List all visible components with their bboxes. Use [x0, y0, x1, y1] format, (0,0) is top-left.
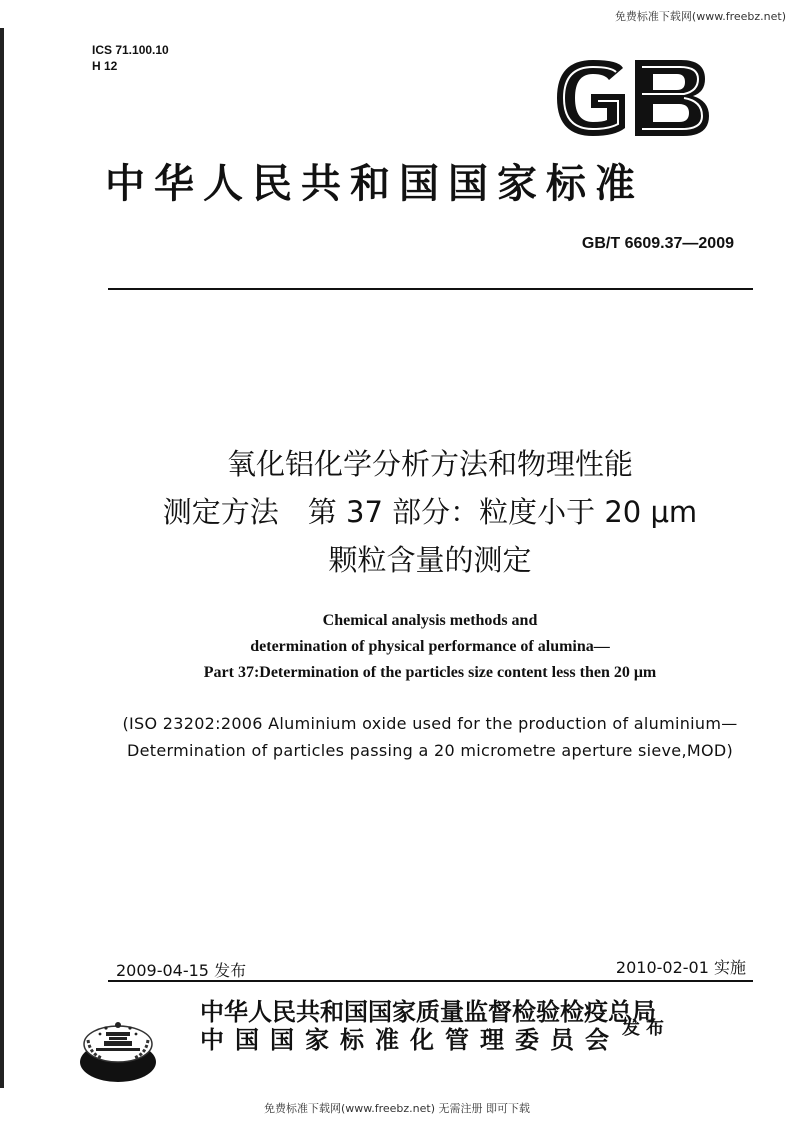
issuing-authorities	[200, 998, 656, 1054]
footer-divider	[108, 980, 753, 982]
title-en-line2: determination of physical performance of alumina—	[250, 638, 610, 655]
iso-ref-line2: Determination of particles passing a 20 micrometre aperture sieve,MOD)	[127, 741, 733, 760]
title-zh-line2: 测定方法 第 37 部分：粒度小于 20 μm	[162, 495, 698, 529]
header-divider	[108, 288, 753, 290]
issuer-line2: 中国国家标准化管理委员会	[200, 1026, 620, 1054]
issuer-line1: 中华人民共和国国家质量监督检验检疫总局	[200, 998, 656, 1026]
ics-block	[92, 42, 169, 74]
publish-label: 发布	[622, 1018, 670, 1039]
title-en-line3: Part 37:Determination of the particles size content less then 20 μm	[203, 664, 657, 681]
standard-number: GB/T 6609.37—2009	[581, 235, 734, 252]
iso-ref-line1: (ISO 23202:2006 Aluminium oxide used for the production of aluminium—	[122, 714, 738, 733]
implementation-date: 2010-02-01 实施	[615, 958, 746, 977]
issue-date: 2009-04-15 发布	[116, 961, 247, 980]
title-zh-line3: 颗粒含量的测定	[328, 543, 532, 577]
national-emblem-icon	[76, 1010, 160, 1082]
page-edge-bar	[0, 28, 4, 1088]
title-english	[60, 608, 794, 686]
ics-code: ICS 71.100.10	[92, 43, 169, 57]
title-en-line1: Chemical analysis methods and	[322, 612, 538, 629]
iso-reference	[60, 710, 794, 764]
title-zh-line1: 氧化铝化学分析方法和物理性能	[226, 447, 633, 481]
gb-logo-icon	[553, 58, 711, 138]
national-standard-heading: 中华人民共和国国家标准	[105, 161, 644, 207]
title-chinese	[60, 440, 794, 584]
watermark-top: 免费标准下载网(www.freebz.net)	[614, 10, 786, 23]
watermark-bottom: 免费标准下载网(www.freebz.net) 无需注册 即可下载	[263, 1102, 531, 1115]
ccs-class: H 12	[92, 59, 118, 73]
